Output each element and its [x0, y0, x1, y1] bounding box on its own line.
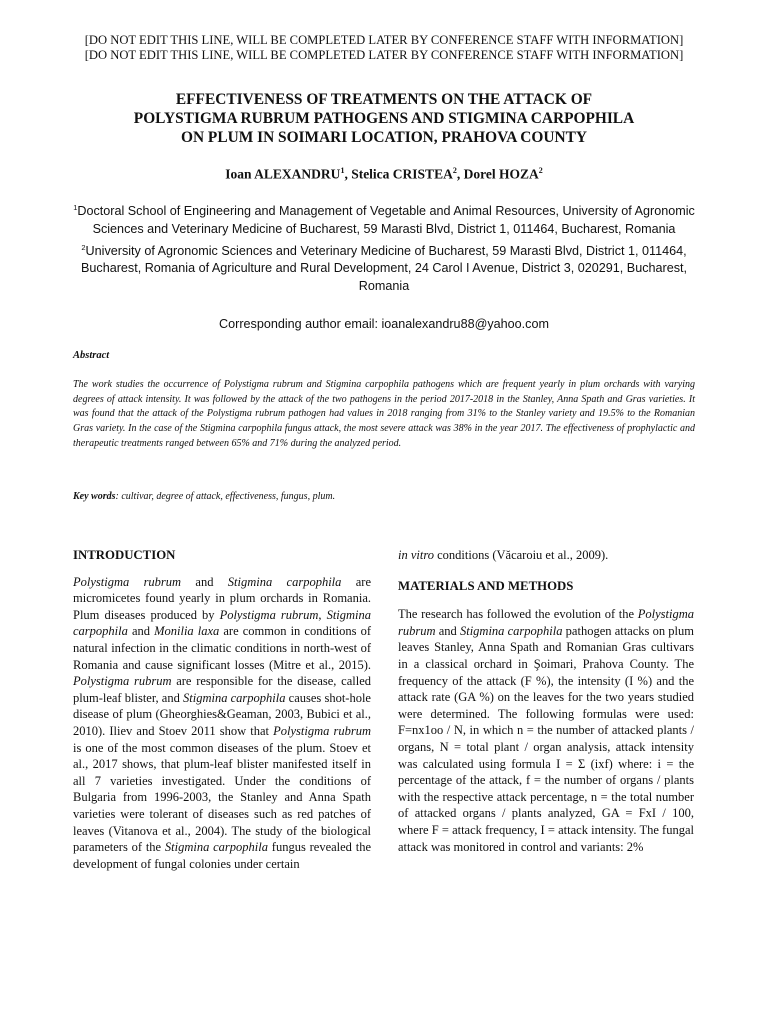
text-run: The research has followed the evolution of the: [398, 607, 638, 622]
right-column: [398, 547, 694, 855]
species-name: Stigmina carpophila: [164, 840, 268, 855]
conference-header: [0, 33, 768, 63]
author-separator: ,: [456, 166, 464, 182]
species-name: Polystigma rubrum: [398, 607, 694, 638]
introduction-paragraph: [73, 574, 371, 873]
affiliation-2: [70, 239, 698, 296]
author-1: Ioan ALEXANDRU: [225, 166, 341, 182]
author-1-affiliation: 1: [340, 166, 345, 175]
text-run: fungus revealed the development of fungal colonies under certain: [73, 840, 371, 871]
left-column: [73, 547, 371, 872]
author-list: [0, 166, 768, 183]
species-name: Polystigma rubrum: [73, 574, 182, 589]
methods-heading: MATERIALS AND METHODS: [398, 578, 574, 593]
header-line-2: [DO NOT EDIT THIS LINE, WILL BE COMPLETED LATER BY CONFERENCE STAFF WITH INFORMATION]: [84, 48, 684, 62]
affiliation-2-text: University of Agronomic Sciences and Veterinary Medicine of Bucharest, 59 Marasti Blvd, District 1, 011464, Bucharest, Romania of Agriculture and Rural Development, 24 Carol I Avenue, District 3, 020291, Bucharest, Romania: [81, 243, 687, 294]
text-run: are micromicetes found yearly in plum orchards in Romania. Plum diseases produced by: [73, 574, 372, 622]
species-name: Polystigma rubrum: [273, 723, 371, 738]
italic-term: in vitro: [398, 548, 434, 562]
text-run: is one of the most common diseases of the plum. Stoev et al., 2017 shows, that plum-leaf blister manifested itself in all 7 varieties investigated. Under the conditions of Bulgaria from 1996-2003, the Stanley and Anna Spath varieties were tolerant of diseases such as red patches of leaves (Vitanova et al., 2004). The study of the biological parameters of the: [73, 740, 371, 855]
author-2: Stelica CRISTEA: [351, 166, 453, 182]
methods-paragraph: [398, 606, 694, 855]
author-2-affiliation: 2: [452, 166, 457, 175]
keywords-text: : cultivar, degree of attack, effectiveness, fungus, plum.: [115, 491, 336, 502]
author-3-affiliation: 2: [538, 166, 543, 175]
text-run: and: [435, 623, 460, 638]
species-name: Stigmina carpophila: [459, 623, 563, 638]
species-name: Polystigma rubrum: [219, 607, 319, 622]
species-name: Stigmina carpophila: [73, 607, 372, 639]
species-name: Stigmina carpophila: [183, 690, 286, 705]
abstract-text: The work studies the occurrence of Polystigma rubrum and Stigmina carpophila pathogens which are frequent yearly in plum orchards with varying degrees of attack intensity. It was followed by the attack of the two pathogens in the period 2017-2018 in the Stanley, Anna Spath and Gras varieties. It was found that the attack of the Polystigma rubrum pathogen had values in 2018 ranging from 31% to the Stanley variety and 19.5% to the Romanian Gras variety. In the case of the Stigmina carpophila fungus attack, the most severe attack was 38% in the year 2017. The effectiveness of prophylactic and therapeutic treatments ranged between 65% and 71% during the analyzed period.: [73, 379, 695, 449]
introduction-heading: INTRODUCTION: [73, 548, 176, 562]
keywords: [73, 491, 695, 502]
species-name: Stigmina carpophila: [227, 574, 342, 589]
text-run: and: [127, 624, 155, 639]
text-run: are responsible for the disease, called plum-leaf blister, and: [73, 674, 371, 705]
species-name: Monilia laxa: [154, 624, 220, 639]
affiliation-1-text: Doctoral School of Engineering and Management of Vegetable and Animal Resources, University of Agronomic Sciences and Veterinary Medicine of Bucharest, 59 Marasti Blvd, District 1, 011464, Bucharest, Romania: [77, 204, 695, 236]
abstract-heading: Abstract: [73, 350, 110, 361]
text-run: pathogen attacks on plum leaves Stanley, Anna Spath and Romanian Gras cultivars in a classical orchard in Şoimari, Prahova County. The frequency of the attack (F %), the intensity (I %) and the attack rate (GA %) on the leaves for the two years studied were determined. The following formulas were used: F=nx1oo / N, in which n = the number of attacked plants / organs, N = total plant / organ analysis, attack intensity was calculated using formula I = Σ (ixf) where: i = the percentage of the attack, f = the number of organs / plants with the respective attack percentage, n = the total number of attacked organs / plants analyzed, GA = FxI / 100, where F = attack frequency, I = attack intensity. The fungal attack was monitored in control and variants: 2%: [398, 623, 694, 854]
text-run: and: [181, 574, 228, 589]
paper-title: [60, 90, 708, 147]
corresponding-email: Corresponding author email: ioanalexandru88@yahoo.com: [219, 317, 549, 331]
author-separator: ,: [344, 166, 352, 182]
species-name: Polystigma rubrum: [73, 674, 172, 689]
introduction-continued: [398, 547, 694, 564]
text-run: ,: [318, 607, 327, 622]
title-line-1: EFFECTIVENESS OF TREATMENTS ON THE ATTACK OF: [175, 91, 593, 108]
text-run: are common in conditions of natural infection in the climatic conditions in north-west of Romania and cause significant losses (Mitre et al., 2015).: [73, 624, 371, 672]
affiliation-2-marker: 2: [81, 242, 86, 252]
author-3: Dorel HOZA: [463, 166, 539, 182]
title-line-2: POLYSTIGMA RUBRUM PATHOGENS AND STIGMINA CARPOPHILA: [133, 110, 635, 127]
header-line-1: [DO NOT EDIT THIS LINE, WILL BE COMPLETED LATER BY CONFERENCE STAFF WITH INFORMATION]: [84, 33, 684, 47]
keywords-label: Key words: [73, 491, 116, 502]
affiliations: [70, 199, 698, 296]
affiliation-1-marker: 1: [73, 203, 78, 212]
affiliation-1: [70, 199, 698, 239]
title-line-3: ON PLUM IN SOIMARI LOCATION, PRAHOVA COUNTY: [180, 129, 588, 146]
text-run: causes shot-hole disease of plum (Gheorghies&Geaman, 2003, Bubici et al., 2010). Iliev and Stoev 2011 show that: [73, 690, 371, 738]
text-run: conditions (Văcaroiu et al., 2009).: [434, 548, 609, 562]
